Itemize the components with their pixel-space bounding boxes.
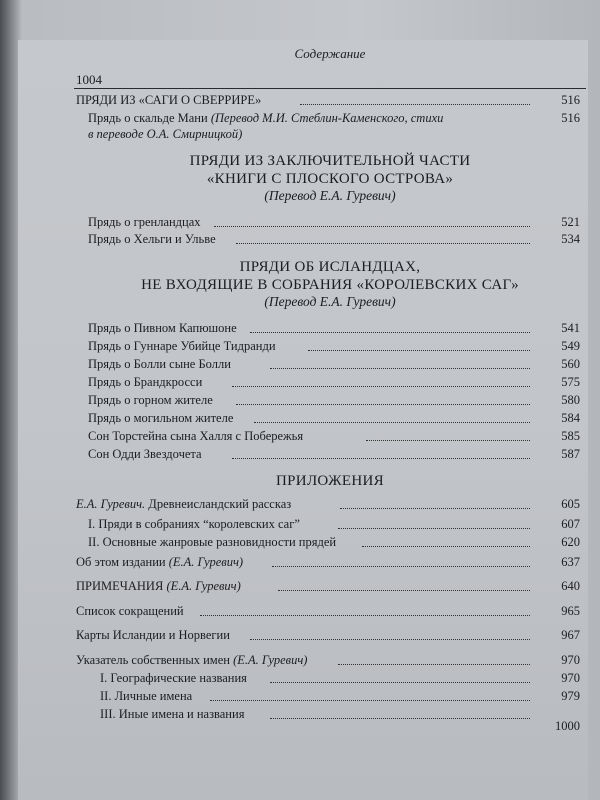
toc-entry-label: Прядь о горном жителе [88,393,213,407]
section-heading: ПРЯДИ ИЗ ЗАКЛЮЧИТЕЛЬНОЙ ЧАСТИ [189,153,471,169]
leader-dots [236,227,530,244]
toc-entry-label: Карты Исландии и Норвегии [76,628,230,642]
running-title: Содержание [294,46,366,61]
section-heading: НЕ ВХОДЯЩИЕ В СОБРАНИЯ «КОРОЛЕВСКИХ САГ» [141,277,519,293]
toc-entry-page: 967 [561,628,580,642]
toc-entry-label: II. Основные жанровые разновидности прядей [88,535,337,549]
toc-entry-page: 965 [561,604,580,618]
leader-dots [338,648,530,665]
section-translator: (Перевод Е.А. Гуревич) [264,294,396,309]
section-heading: ПРИЛОЖЕНИЯ [276,473,384,489]
leader-dots [272,550,530,567]
leader-dots [270,352,530,369]
toc-entry [0,110,600,126]
toc-entry [0,446,600,462]
leader-dots [250,316,530,333]
toc-entry [0,534,600,550]
leader-dots [340,492,530,509]
leader-dots [232,370,530,387]
leader-dots [214,210,530,227]
toc-entry [0,231,600,247]
toc-entry-page: 541 [561,321,580,335]
toc-entry [0,92,600,108]
toc-entry-page: 575 [561,375,580,389]
toc-entry-label: Прядь о скальде Мани [88,111,208,125]
toc-entry-label: Прядь о гренландцах [88,215,201,229]
toc-entry-author: (Е.А. Гуревич) [166,579,241,593]
toc-entry-page: 534 [561,232,580,246]
toc-entry-label: Прядь о Хельги и Ульве [88,232,216,246]
toc-entry-label: Прядь о могильном жителе [88,411,234,425]
toc-entry-label: I. Пряди в собраниях “королевских саг” [88,517,300,531]
page-number: 1004 [76,72,102,87]
leader-dots [250,623,530,640]
toc-entry-label: Об этом издании [76,555,169,569]
toc-entry-page: 620 [561,535,580,549]
toc-entry-page: 607 [561,517,580,531]
toc-entry [0,706,600,733]
toc-entry-page: 979 [561,689,580,703]
toc-entry-page: 970 [561,671,580,685]
leader-dots [366,424,530,441]
toc-entry-label: III. Иные имена и названия [100,707,245,721]
toc-entry-page: 605 [561,497,580,511]
toc-entry-author: Е.А. Гуревич. [76,497,146,511]
toc-entry-page: 970 [561,653,580,667]
toc-entry-author: (Е.А. Гуревич) [233,653,308,667]
leader-dots [278,574,530,591]
toc-entry-page: 516 [561,111,580,125]
toc-entry-note-continued: в переводе О.А. Смирницкой) [88,127,243,141]
toc-entry-page: 1000 [555,719,580,733]
toc-entry [0,554,600,570]
toc-entry-label: Сон Торстейна сына Халля с Побережья [88,429,304,443]
leader-dots [270,666,530,683]
toc-entry [0,496,600,512]
toc-entry-label: Список сокращений [76,604,184,618]
leader-dots [232,442,530,459]
toc-entry-label: II. Личные имена [100,689,193,703]
toc-entry-label: ПРЯДИ ИЗ «САГИ О СВЕРРИРЕ» [76,93,262,107]
toc-entry-label: Древнеисландский рассказ [145,497,292,511]
leader-dots [210,684,530,701]
toc-entry-page: 585 [561,429,580,443]
leader-dots [338,512,530,529]
toc-entry-page: 640 [561,579,580,593]
toc-entry-label: Прядь о Гуннаре Убийце Тидранди [88,339,276,353]
toc-entry-page: 584 [561,411,580,425]
toc-entry-note: (Перевод М.И. Стеблин-Каменского, стихи [210,111,444,125]
toc-entry-label: Прядь о Пивном Капюшоне [88,321,237,335]
leader-dots [254,406,530,423]
leader-dots [362,530,530,547]
toc-entry-label: I. Географические названия [100,671,247,685]
toc-entry-page: 549 [561,339,580,353]
leader-dots [300,88,530,105]
toc-entry-page: 516 [561,93,580,107]
toc-entry-label: Указатель собственных имен [76,653,234,667]
toc-entry-label: Сон Одди Звездочета [88,447,202,461]
toc-entry-page: 560 [561,357,580,371]
toc-entry-page: 521 [561,215,580,229]
toc-entry-page: 580 [561,393,580,407]
toc-entry-label: Прядь о Болли сыне Болли [88,357,231,371]
section-heading: ПРЯДИ ОБ ИСЛАНДЦАХ, [239,259,421,275]
section-heading: «КНИГИ С ПЛОСКОГО ОСТРОВА» [206,171,454,187]
toc-entry [0,627,600,643]
section-translator: (Перевод Е.А. Гуревич) [264,188,396,203]
toc-entry [0,603,600,619]
toc-entry-page: 587 [561,447,580,461]
toc-entry-author: (Е.А. Гуревич) [168,555,244,569]
leader-dots [200,599,530,616]
leader-dots [236,388,530,405]
leader-dots [308,334,530,351]
leader-dots [270,702,530,719]
toc-entry [0,578,600,594]
toc-entry-page: 637 [561,555,580,569]
toc-entry-label: ПРИМЕЧАНИЯ [76,579,167,593]
toc-entry-label: Прядь о Брандкросси [88,375,203,389]
